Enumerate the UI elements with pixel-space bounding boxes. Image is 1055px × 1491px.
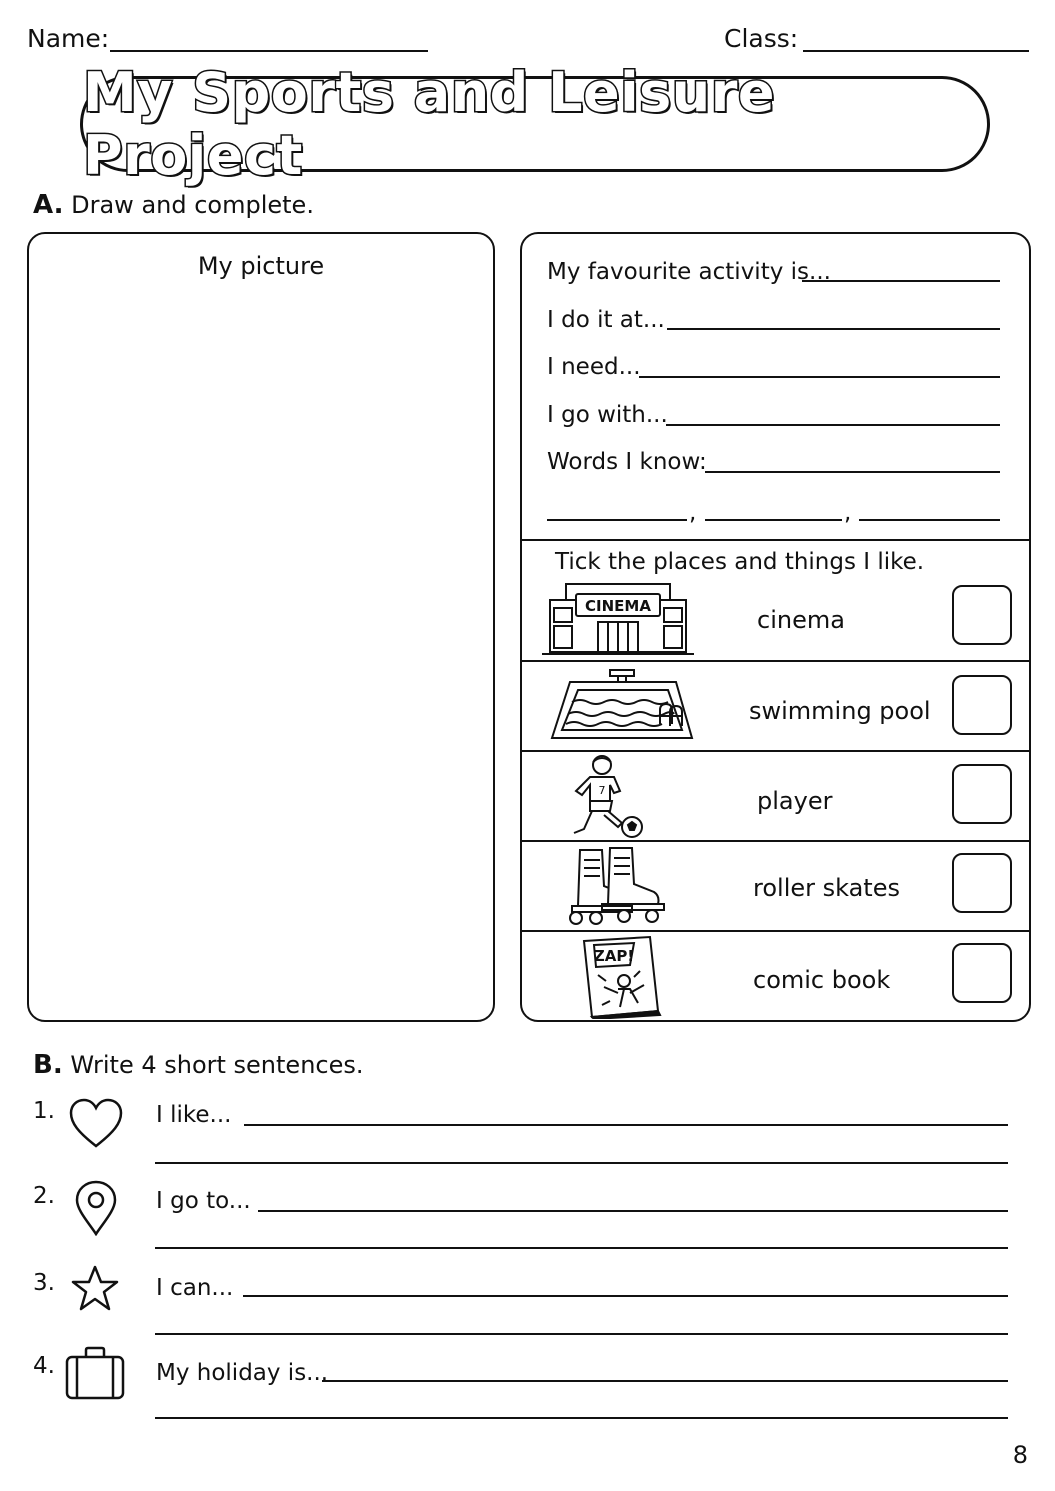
player-shirt-number: 7 [598,784,606,797]
section-a-heading [33,192,314,218]
sentence-number-2: 2. [33,1183,55,1209]
section-a-instruction: Draw and complete. [71,191,314,219]
sentence-line-2a[interactable] [258,1210,1008,1212]
item-label-player: player [757,787,833,815]
page-title: My Sports and Leisure Project [83,61,775,187]
class-field[interactable] [803,50,1029,52]
cinema-illustration [542,580,694,656]
heart-icon [68,1098,124,1150]
sentence-line-1b[interactable] [155,1162,1008,1164]
checkbox-player[interactable] [952,764,1012,824]
prompt-go-with: I go with... [547,402,668,428]
title-banner [80,61,990,187]
sentence-number-4: 4. [33,1353,55,1379]
name-label: Name: [27,24,110,53]
info-panel: My favourite activity is... I do it at... I need... I go with... Words I know: , , Tick the places and things I like. CINEMA cinema swimming pool 7 player roller skates ZAP! comic book [520,232,1031,1022]
class-label: Class: [724,24,799,53]
prompt-need: I need... [547,354,641,380]
sentence-prompt-2: I go to... [156,1188,251,1214]
picture-drawing-area[interactable] [27,232,495,1022]
words-field-2[interactable] [547,519,687,521]
section-b-instruction: Write 4 short sentences. [70,1051,364,1079]
suitcase-icon [64,1345,126,1401]
checkbox-comic-book[interactable] [952,943,1012,1003]
map-pin-icon [74,1180,118,1236]
comic-cover-text: ZAP! [593,947,635,965]
cinema-sign: CINEMA [585,597,651,615]
sentence-prompt-3: I can... [156,1275,234,1301]
item-label-swimming-pool: swimming pool [749,697,931,725]
picture-label: My picture [197,252,325,280]
sentence-line-2b[interactable] [155,1247,1008,1249]
item-label-roller-skates: roller skates [753,874,900,902]
sentence-number-3: 3. [33,1270,55,1296]
section-a-letter: A. [33,190,64,220]
section-b-heading [33,1052,364,1078]
panel-divider [522,539,1029,541]
words-field-1[interactable] [705,471,1000,473]
need-field[interactable] [639,376,1000,378]
sentence-line-1a[interactable] [244,1124,1008,1126]
sentence-prompt-1: I like... [156,1102,232,1128]
roller-skates-illustration [562,846,670,926]
sentence-line-4b[interactable] [155,1417,1008,1419]
section-b-letter: B. [33,1050,63,1080]
checkbox-roller-skates[interactable] [952,853,1012,913]
prompt-do-it-at: I do it at... [547,307,665,333]
football-player-illustration [562,753,648,839]
words-field-4[interactable] [859,519,1000,521]
tick-instruction: Tick the places and things I like. [555,549,925,575]
item-label-cinema: cinema [757,606,845,634]
page-number: 8 [1012,1441,1028,1469]
prompt-words-i-know: Words I know: [547,449,707,475]
sentence-number-1: 1. [33,1098,55,1124]
star-icon [70,1264,120,1312]
checkbox-cinema[interactable] [952,585,1012,645]
prompt-favourite-activity: My favourite activity is... [547,259,831,285]
go-with-field[interactable] [666,424,1000,426]
sentence-line-3b[interactable] [155,1333,1008,1335]
favourite-activity-field[interactable] [802,280,1000,282]
do-it-at-field[interactable] [667,328,1000,330]
sentence-line-3a[interactable] [243,1295,1008,1297]
comic-book-illustration [578,935,662,1019]
swimming-pool-illustration [548,668,696,744]
words-field-3[interactable] [705,519,842,521]
sentence-prompt-4: My holiday is... [156,1360,329,1386]
checkbox-swimming-pool[interactable] [952,675,1012,735]
sentence-line-4a[interactable] [322,1380,1008,1382]
name-field[interactable] [110,50,428,52]
item-label-comic-book: comic book [753,966,891,994]
